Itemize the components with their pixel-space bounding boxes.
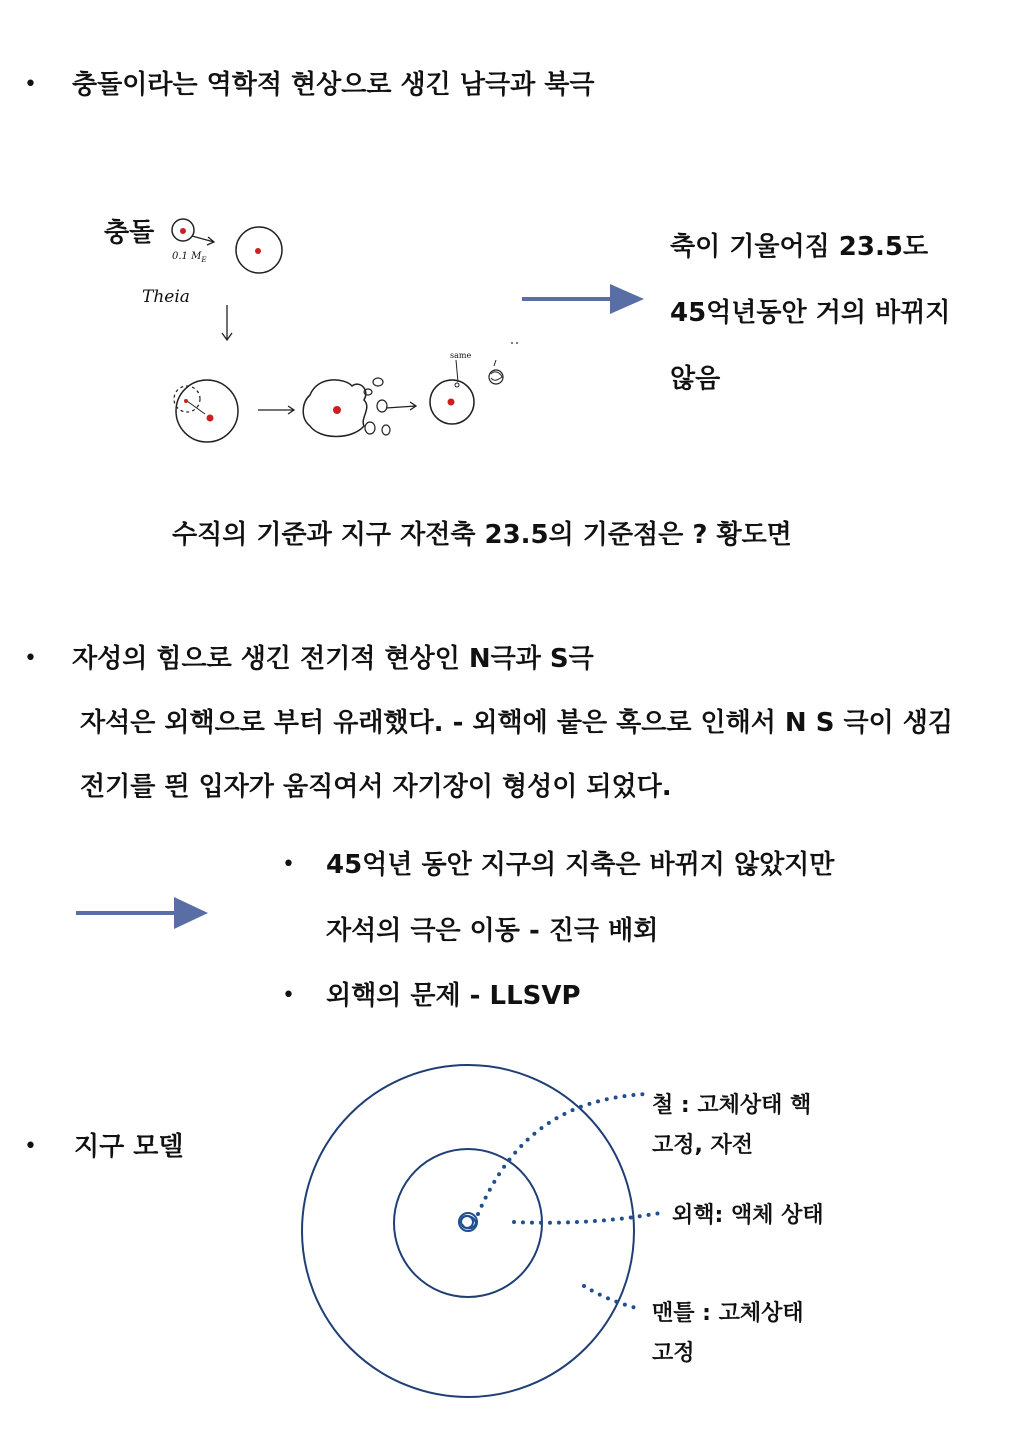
core-label-line-2: 고정, 자전 [652,1133,754,1158]
question-text: 수직의 기준과 지구 자전축 23.5의 기준점은 ? 황도면 [172,520,792,550]
outer-core-leader [514,1213,660,1223]
core-label-line-1: 철 : 고체상태 핵 [652,1093,812,1118]
mantle-leader [584,1286,640,1309]
section2-line-1: 자석은 외핵으로 부터 유래했다. - 외핵에 붙은 혹으로 인해서 N S 극이 생김 [80,708,954,738]
mantle-label-line-2: 고정 [652,1341,695,1366]
section1-heading: 충돌이라는 역학적 현상으로 생긴 남극과 북극 [72,70,595,100]
bullet: • [24,1134,37,1159]
mantle-label-line-1: 맨틀 : 고체상태 [652,1301,804,1326]
bullet: • [282,852,295,877]
subpoint-1-line-2: 자석의 극은 이동 - 진극 배회 [326,916,659,946]
theia-label: Theia [142,287,190,307]
subpoint-1-line-1: 45억년 동안 지구의 지축은 바뀌지 않았지만 [326,850,835,880]
outer-core-label: 외핵: 액체 상태 [672,1203,824,1228]
result-line-1: 축이 기울어짐 23.5도 [670,232,929,262]
section2-line-2: 전기를 띈 입자가 움직여서 자기장이 형성이 되었다. [80,772,672,802]
result-line-3: 않음 [670,364,721,394]
bullet: • [24,72,37,97]
outer-core-circle [394,1149,542,1297]
core-leader [478,1094,648,1214]
mass-label: 0.1 $M_E$ [172,251,207,264]
bullet: • [24,646,37,671]
subpoint-2-line-1: 외핵의 문제 - LLSVP [326,981,581,1011]
bullet: • [282,983,295,1008]
same-label: same [450,351,472,360]
collision-label: 충돌 [104,218,155,248]
result-line-2: 45억년동안 거의 바뀌지 [670,298,951,328]
inner-core-scribble [459,1213,477,1231]
section3-heading: 지구 모델 [74,1132,184,1162]
section2-heading: 자성의 힘으로 생긴 전기적 현상인 N극과 S극 [72,644,594,674]
